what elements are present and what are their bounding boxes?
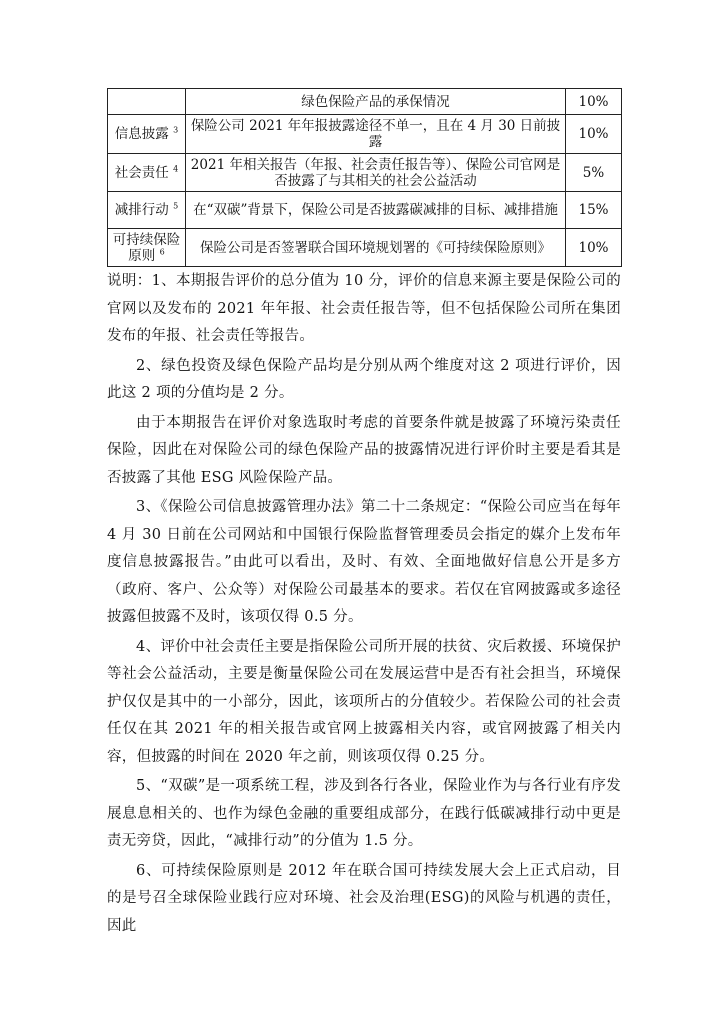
explanatory-notes — [107, 268, 621, 940]
description-cell: 保险公司是否签署联合国环境规划署的《可持续保险原则》 — [186, 229, 566, 267]
footnote-marker: 6 — [159, 247, 165, 256]
description-cell: 在“双碳”背景下，保险公司是否披露碳减排的目标、减排措施 — [186, 192, 566, 229]
criterion-cell — [108, 89, 186, 115]
table-row — [108, 229, 622, 267]
criterion-cell: 社会责任 $^4$ — [108, 154, 186, 192]
description-cell: 2021 年相关报告（年报、社会责任报告等）、保险公司官网是否披露了与其相关的社会公益活动 — [186, 154, 566, 192]
weight-cell: 10% — [566, 89, 622, 115]
weight-cell: 5% — [566, 154, 622, 192]
footnote-marker: 3 — [173, 125, 179, 135]
note-paragraph: 由于本期报告在评价对象选取时考虑的首要条件就是披露了环境污染责任保险，因此在对保险公司的绿色保险产品的披露情况进行评价时主要是看其是否披露了其他 ESG 风险保险产品。 — [107, 414, 621, 486]
table-row — [108, 115, 622, 154]
table-row — [108, 154, 622, 192]
weight-cell: 10% — [566, 115, 622, 154]
footnote-marker: 5 — [173, 201, 179, 211]
criterion-cell: 信息披露 $^3$ — [108, 115, 186, 154]
table-row — [108, 192, 622, 229]
table-row — [108, 89, 622, 115]
evaluation-criteria-table — [107, 88, 622, 267]
criterion-cell: 可持续保险原则 $^6$ — [108, 229, 186, 267]
weight-cell: 15% — [566, 192, 622, 229]
note-paragraph: 6、可持续保险原则是 2012 年在联合国可持续发展大会上正式启动，目的是号召全球保险业践行应对环境、社会及治理(ESG)的风险与机遇的责任，因此 — [107, 862, 621, 934]
description-cell: 保险公司 2021 年年报披露途径不单一，且在 4 月 30 日前披露 — [186, 115, 566, 154]
description-cell: 绿色保险产品的承保情况 — [186, 89, 566, 115]
note-paragraph: 5、“双碳”是一项系统工程，涉及到各行各业，保险业作为与各行业有序发展息息相关的、也作为绿色金融的重要组成部分，在践行低碳减排行动中更是责无旁贷，因此，“减排行动”的分值为 1.5 分。 — [107, 778, 621, 849]
note-paragraph: 2、绿色投资及绿色保险产品均是分别从两个维度对这 2 项进行评价，因此这 2 项的分值均是 2 分。 — [107, 357, 621, 401]
note-paragraph: 3、《保险公司信息披露管理办法》第二十二条规定：“保险公司应当在每年 4 月 30 日前在公司网站和中国银行保险监督管理委员会指定的媒介上发布年度信息披露报告。”由此可以看出，及时、有效、全面地做好信息公开是多方（政府、客户、公众等）对保险公司最基本的要求。若仅在官网披露或多途径披露但披露不及时，该项仅得 0.5 分。 — [107, 499, 621, 625]
note-paragraph: 4、评价中社会责任主要是指保险公司所开展的扶贫、灾后救援、环境保护等社会公益活动，主要是衡量保险公司在发展运营中是否有社会担当，环境保护仅仅是其中的一小部分，因此，该项所占的分值较少。若保险公司的社会责任仅在其 2021 年的相关报告或官网上披露相关内容，或官网披露了相关内容，但披露的时间在 2020 年之前，则该项仅得 0.25 分。 — [107, 638, 621, 765]
footnote-marker: 4 — [173, 164, 179, 173]
note-paragraph: 说明：1、本期报告评价的总分值为 10 分，评价的信息来源主要是保险公司的官网以及发布的 2021 年年报、社会责任报告等，但不包括保险公司所在集团发布的年报、社会责任等报告。 — [107, 273, 621, 344]
criterion-cell: 减排行动 $^5$ — [108, 192, 186, 229]
weight-cell: 10% — [566, 229, 622, 267]
